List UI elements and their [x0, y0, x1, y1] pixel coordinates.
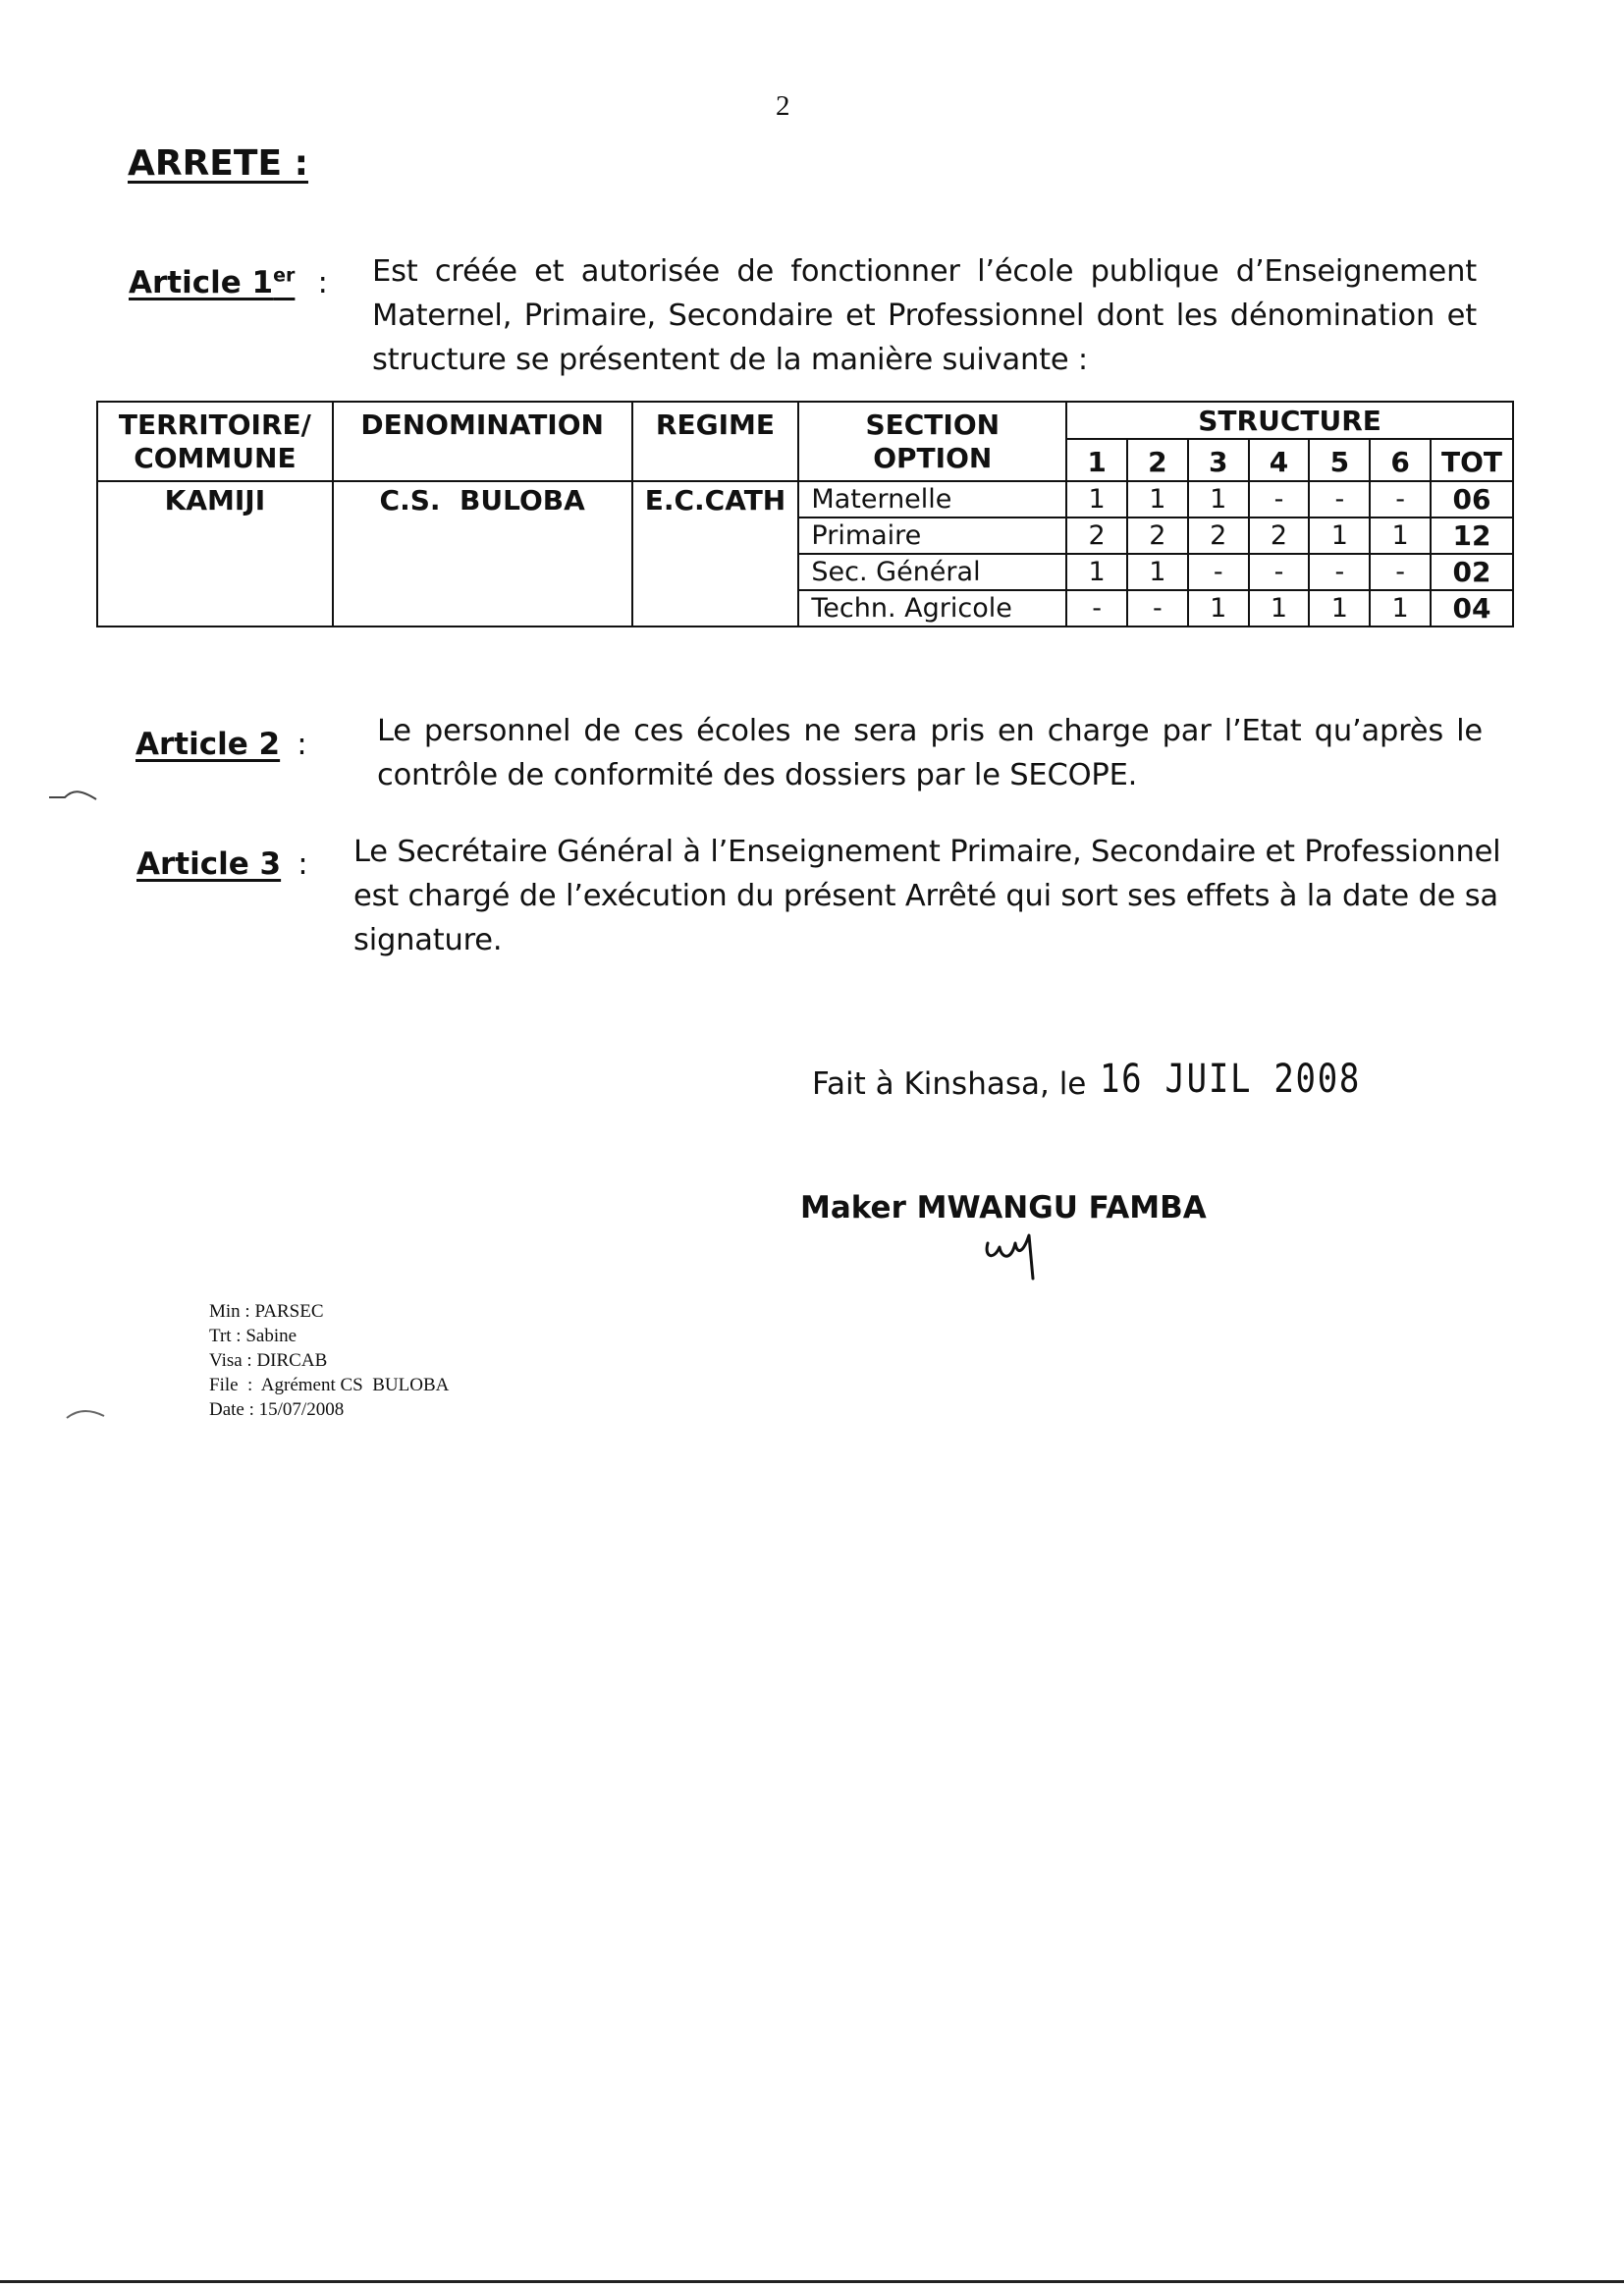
cell-regime: E.C.CATH [632, 481, 799, 626]
article-3-line: est chargé de l’exécution du présent Arrêté qui sort ses effets à la date de sa [353, 879, 1498, 913]
cell-value: - [1249, 481, 1310, 518]
cell-value: - [1370, 481, 1431, 518]
cell-value: 1 [1127, 481, 1188, 518]
article-2-label: Article 2 [135, 727, 281, 762]
header-section-option: SECTION OPTION [798, 402, 1066, 481]
cell-value: - [1127, 590, 1188, 626]
header-structure: STRUCTURE [1066, 402, 1513, 439]
header-territoire: TERRITOIRE/ COMMUNE [97, 402, 333, 481]
page-number: 2 [776, 90, 790, 122]
article-1-colon: : [317, 265, 328, 301]
cell-value: - [1309, 481, 1370, 518]
signature-scribble [980, 1214, 1049, 1282]
cell-value: 1 [1066, 481, 1127, 518]
cell-value: 2 [1188, 518, 1249, 554]
article-1-label-block [129, 265, 328, 300]
reference-line: Min : PARSEC [209, 1301, 324, 1322]
header-col: 3 [1188, 439, 1249, 481]
article-3-line: signature. [353, 923, 503, 957]
reference-line: Visa : DIRCAB [209, 1350, 328, 1371]
page-edge-line [0, 2280, 1624, 2283]
article-2-line: Le personnel de ces écoles ne sera pris en charge par l’Etat qu’après le [377, 714, 1483, 748]
cell-value: - [1249, 554, 1310, 590]
cell-value: 2 [1066, 518, 1127, 554]
cell-value: - [1370, 554, 1431, 590]
cell-total: 02 [1431, 554, 1513, 590]
cell-total: 12 [1431, 518, 1513, 554]
article-2-label-block [135, 727, 307, 762]
article-2-text [377, 709, 1483, 797]
cell-territoire: KAMIJI [97, 481, 333, 626]
article-1-line: Est créée et autorisée de fonctionner l’école publique d’Enseignement [372, 254, 1477, 289]
decree-heading: ARRETE : [128, 143, 308, 184]
article-3-text [353, 830, 1501, 962]
reference-line: File : Agrément CS BULOBA [209, 1375, 450, 1395]
cell-value: - [1066, 590, 1127, 626]
cell-total: 04 [1431, 590, 1513, 626]
date-stamp: 16 JUIL 2008 [1100, 1057, 1362, 1102]
table-row [97, 481, 1513, 518]
signer-name: Maker MWANGU FAMBA [800, 1190, 1207, 1226]
cell-value: 1 [1370, 590, 1431, 626]
header-col: 6 [1370, 439, 1431, 481]
article-3-label: Article 3 [136, 846, 282, 882]
header-denomination: DENOMINATION [333, 402, 632, 481]
cell-value: 1 [1066, 554, 1127, 590]
scan-mark [65, 1404, 114, 1424]
cell-denomination: C.S. BULOBA [333, 481, 632, 626]
cell-value: 1 [1188, 590, 1249, 626]
article-3-line: Le Secrétaire Général à l’Enseignement Primaire, Secondaire et Professionnel [353, 835, 1501, 869]
reference-line: Date : 15/07/2008 [209, 1399, 345, 1420]
cell-value: - [1188, 554, 1249, 590]
article-3-colon: : [298, 846, 308, 882]
cell-value: 2 [1127, 518, 1188, 554]
article-3-label-block [136, 846, 308, 882]
header-col: 1 [1066, 439, 1127, 481]
article-1-text [372, 249, 1477, 382]
cell-option: Techn. Agricole [798, 590, 1066, 626]
signoff-place: Fait à Kinshasa, le [812, 1066, 1087, 1102]
cell-option: Maternelle [798, 481, 1066, 518]
cell-option: Primaire [798, 518, 1066, 554]
reference-block [209, 1299, 449, 1422]
cell-value: 1 [1309, 590, 1370, 626]
table-header-row [97, 402, 1513, 439]
cell-value: 1 [1370, 518, 1431, 554]
article-1-line: Maternel, Primaire, Secondaire et Professionnel dont les dénomination et [372, 299, 1477, 333]
article-2-line: contrôle de conformité des dossiers par le SECOPE. [377, 758, 1138, 792]
header-col: 2 [1127, 439, 1188, 481]
cell-value: - [1309, 554, 1370, 590]
cell-value: 1 [1249, 590, 1310, 626]
cell-option: Sec. Général [798, 554, 1066, 590]
cell-value: 1 [1309, 518, 1370, 554]
cell-value: 2 [1249, 518, 1310, 554]
cell-value: 1 [1127, 554, 1188, 590]
reference-line: Trt : Sabine [209, 1326, 298, 1346]
cell-total: 06 [1431, 481, 1513, 518]
article-1-label: Article 1er [129, 265, 296, 301]
cell-value: 1 [1188, 481, 1249, 518]
article-2-colon: : [297, 727, 307, 762]
header-regime: REGIME [632, 402, 799, 481]
header-col: 4 [1249, 439, 1310, 481]
header-col: 5 [1309, 439, 1370, 481]
header-col-tot: TOT [1431, 439, 1513, 481]
article-1-line: structure se présentent de la manière suivante : [372, 343, 1088, 377]
scan-mark [47, 786, 106, 805]
structure-table [96, 401, 1514, 627]
